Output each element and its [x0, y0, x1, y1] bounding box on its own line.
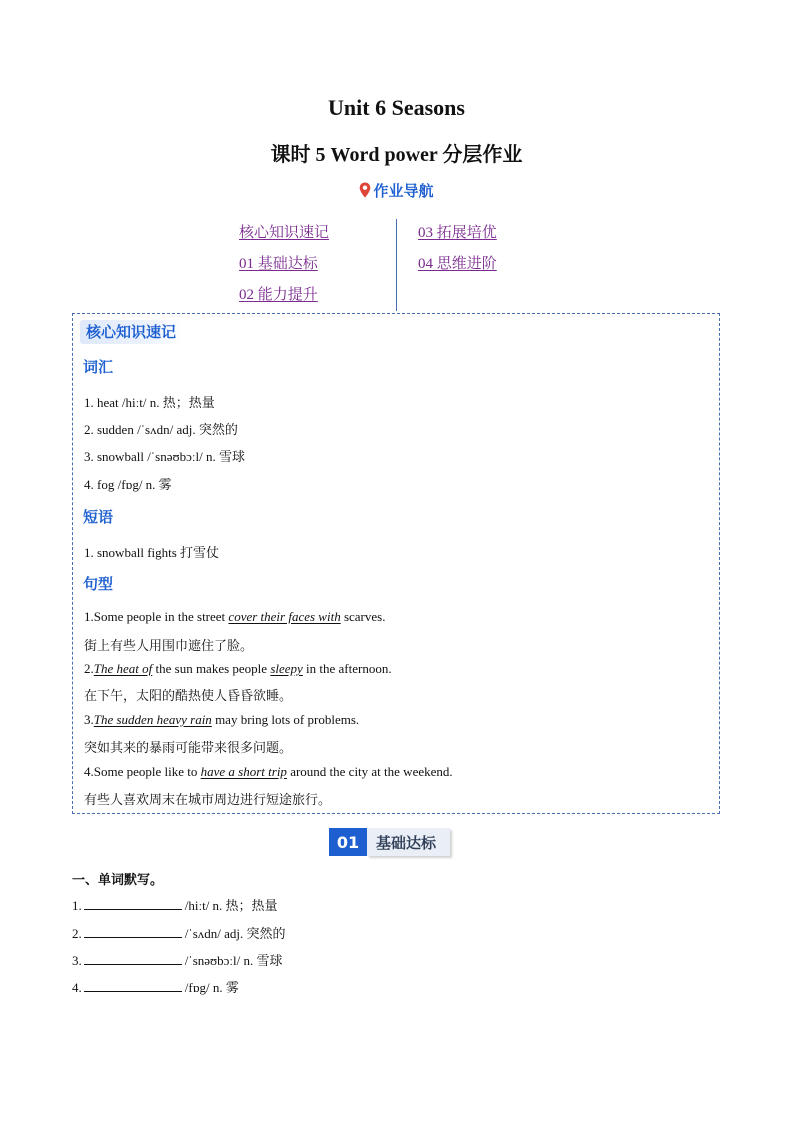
item-prompt: /ˈsʌdn/ adj. 突然的 — [184, 926, 286, 941]
sentence-item — [84, 609, 385, 625]
sentence-translation: 有些人喜欢周末在城市周边进行短途旅行。 — [84, 793, 332, 808]
item-number: 1. — [72, 898, 82, 913]
sentence-text: 3. — [84, 712, 94, 727]
location-pin-icon — [359, 182, 371, 202]
item-number: 2. — [72, 926, 82, 941]
exercise-item — [72, 923, 286, 942]
core-knowledge-tag: 核心知识速记 — [80, 320, 182, 344]
sentence-text: around the city at the weekend. — [286, 764, 453, 779]
sentence-key-phrase: The heat of — [93, 661, 153, 676]
sentence-text: 4.Some people like to — [84, 764, 201, 779]
vocab-item: 3. snowball /ˈsnəʊbɔːl/ n. 雪球 — [84, 449, 245, 464]
nav-heading — [0, 180, 793, 202]
sentence-key-phrase: cover their faces with — [228, 609, 341, 624]
sentence-key-phrase: sleepy — [270, 661, 303, 676]
sentence-key-phrase: The sudden heavy rain — [93, 712, 212, 727]
item-prompt: /fɒg/ n. 雾 — [184, 980, 239, 995]
phrase-item: 1. snowball fights 打雪仗 — [84, 545, 220, 560]
nav-divider — [396, 219, 397, 311]
exercise-heading: 一、单词默写。 — [72, 873, 164, 888]
sentence-text: the sun makes people — [152, 661, 271, 676]
section-01-badge — [329, 828, 450, 856]
nav-heading-text: 作业导航 — [373, 182, 434, 200]
exercise-item — [72, 895, 278, 914]
vocab-heading: 词汇 — [83, 358, 114, 376]
nav-link-core[interactable]: 核心知识速记 — [239, 225, 330, 241]
page-title: Unit 6 Seasons — [328, 95, 465, 120]
nav-link-04[interactable]: 04 思维进阶 — [418, 256, 497, 272]
nav-link-03[interactable]: 03 拓展培优 — [418, 225, 497, 241]
vocab-item: 1. heat /hiːt/ n. 热；热量 — [84, 395, 215, 410]
sentence-translation: 街上有些人用围巾遮住了脸。 — [84, 639, 254, 654]
vocab-item: 4. fog /fɒg/ n. 雾 — [84, 477, 172, 492]
page-subtitle: 课时 5 Word power 分层作业 — [270, 144, 523, 166]
sentence-translation: 在下午，太阳的酷热使人昏昏欲睡。 — [84, 689, 293, 704]
answer-blank[interactable] — [84, 926, 182, 938]
sentences-heading: 句型 — [83, 575, 114, 593]
section-number: 01 — [329, 828, 367, 856]
sentence-translation: 突如其来的暴雨可能带来很多问题。 — [84, 741, 293, 756]
vocab-item: 2. sudden /ˈsʌdn/ adj. 突然的 — [84, 422, 238, 437]
sentence-item — [84, 661, 392, 677]
answer-blank[interactable] — [84, 953, 182, 965]
nav-link-02[interactable]: 02 能力提升 — [239, 287, 318, 303]
sentence-text: in the afternoon. — [302, 661, 392, 676]
section-label: 基础达标 — [367, 828, 450, 856]
phrases-heading: 短语 — [83, 508, 114, 526]
answer-blank[interactable] — [84, 898, 182, 910]
sentence-key-phrase: have a short trip — [200, 764, 287, 779]
sentence-text: 2. — [84, 661, 94, 676]
item-number: 4. — [72, 980, 82, 995]
sentence-text: scarves. — [340, 609, 386, 624]
sentence-text: may bring lots of problems. — [211, 712, 360, 727]
sentence-item — [84, 712, 359, 728]
sentence-text: 1.Some people in the street — [84, 609, 229, 624]
sentence-item — [84, 764, 453, 780]
item-prompt: /ˈsnəʊbɔːl/ n. 雪球 — [184, 953, 283, 968]
item-number: 3. — [72, 953, 82, 968]
item-prompt: /hiːt/ n. 热；热量 — [184, 898, 278, 913]
exercise-item — [72, 977, 239, 996]
nav-link-01[interactable]: 01 基础达标 — [239, 256, 318, 272]
answer-blank[interactable] — [84, 980, 182, 992]
exercise-item — [72, 950, 283, 969]
